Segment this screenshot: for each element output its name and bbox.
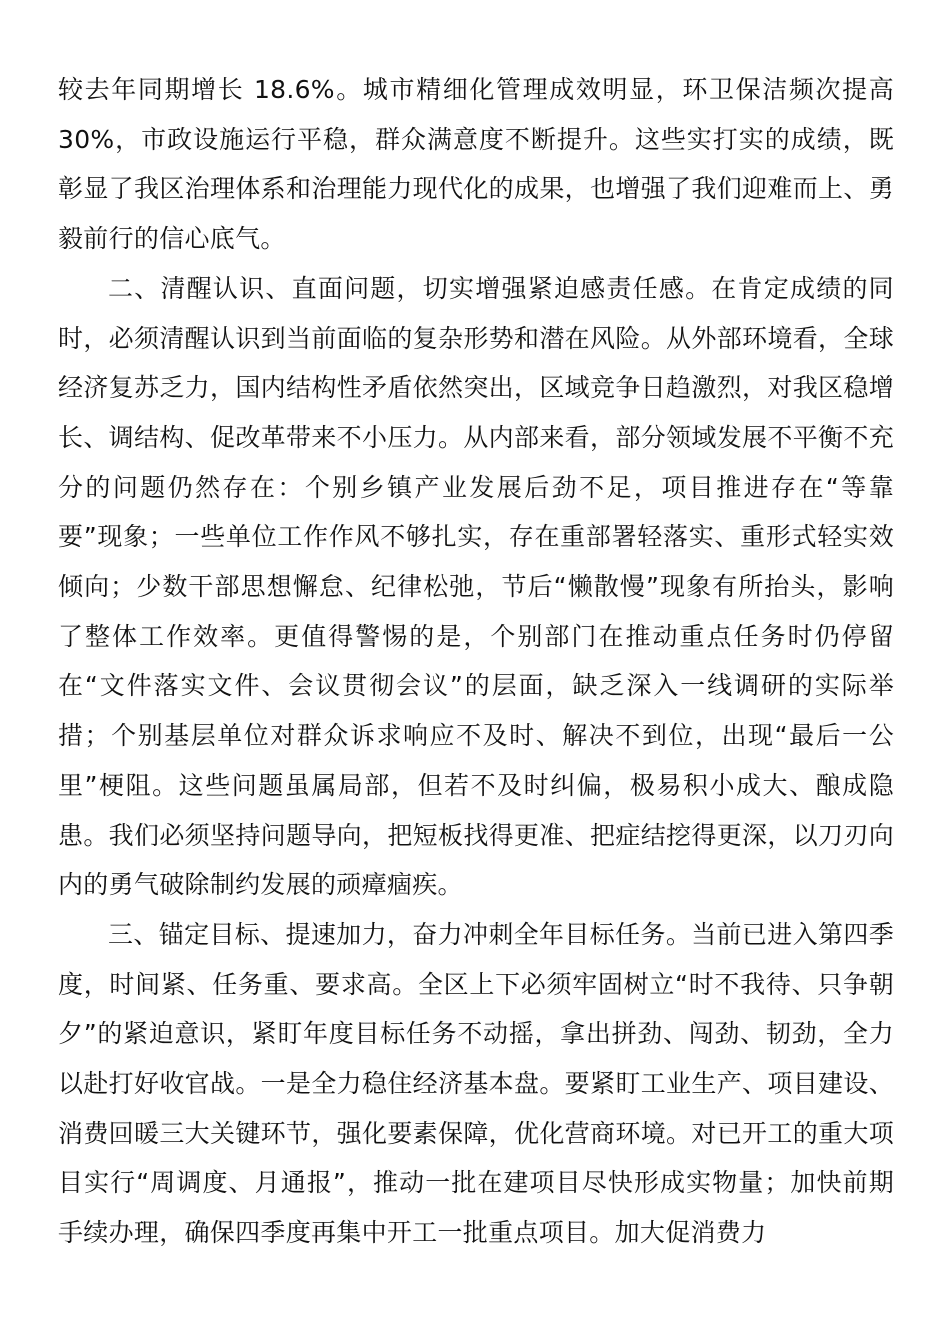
paragraph-continuation: 较去年同期增长 18.6%。城市精细化管理成效明显，环卫保洁频次提高 30%，市政设施运行平稳，群众满意度不断提升。这些实打实的成绩，既彰显了我区治理体系和治理能力现代化的成果，也增强了我们迎难而上、勇毅前行的信心底气。 [58,75,894,254]
document-body [58,65,894,1258]
paragraph-section-three: 三、锚定目标、提速加力，奋力冲刺全年目标任务。当前已进入第四季度，时间紧、任务重、要求高。全区上下必须牢固树立“时不我待、只争朝夕”的紧迫意识，紧盯年度目标任务不动摇，拿出拼劲、闯劲、韧劲，全力以赴打好收官战。一是全力稳住经济基本盘。要紧盯工业生产、项目建设、消费回暖三大关键环节，强化要素保障，优化营商环境。对已开工的重大项目实行“周调度、月通报”，推动一批在建项目尽快形成实物量；加快前期手续办理，确保四季度再集中开工一批重点项目。加大促消费力 [58,919,894,1248]
paragraph-section-two: 二、清醒认识、直面问题，切实增强紧迫感责任感。在肯定成绩的同时，必须清醒认识到当前面临的复杂形势和潜在风险。从外部环境看，全球经济复苏乏力，国内结构性矛盾依然突出，区域竞争日趋激烈，对我区稳增长、调结构、促改革带来不小压力。从内部来看，部分领域发展不平衡不充分的问题仍然存在：个别乡镇产业发展后劲不足，项目推进存在“等靠要”现象；一些单位工作作风不够扎实，存在重部署轻落实、重形式轻实效倾向；少数干部思想懈怠、纪律松弛，节后“懒散慢”现象有所抬头，影响了整体工作效率。更值得警惕的是，个别部门在推动重点任务时仍停留在“文件落实文件、会议贯彻会议”的层面，缺乏深入一线调研的实际举措；个别基层单位对群众诉求响应不及时、解决不到位，出现“最后一公里”梗阻。这些问题虽属局部，但若不及时纠偏，极易积小成大、酿成隐患。我们必须坚持问题导向，把短板找得更准、把症结挖得更深，以刀刃向内的勇气破除制约发展的顽瘴痼疾。 [58,273,894,900]
